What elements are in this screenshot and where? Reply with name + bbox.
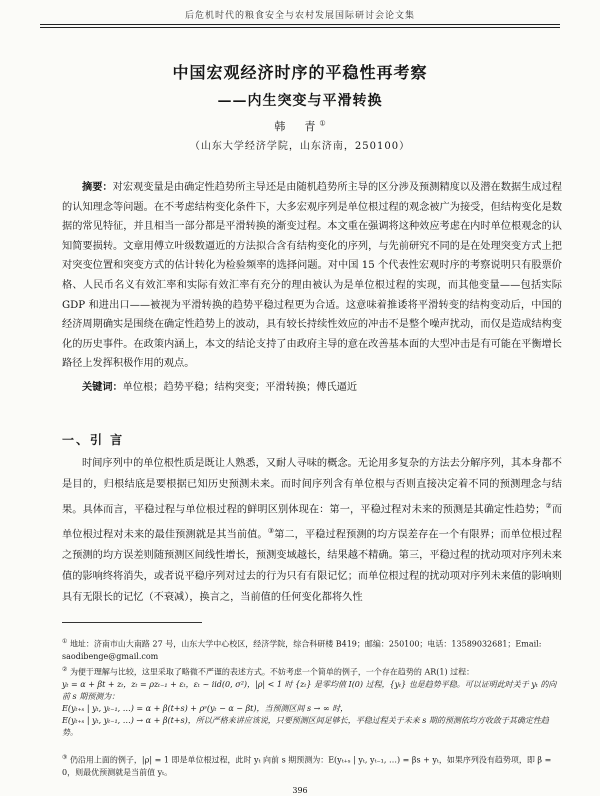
footnote-1-text: 地址：济南市山大南路 27 号，山东大学中心校区，经济学院，综合科研楼 B419；邮编：250100；电话：13589032681；Email: saodibenge@gmail.com	[62, 639, 542, 661]
footnote-1	[62, 636, 562, 663]
footnote-2	[62, 664, 562, 739]
body-text-c: 第二，平稳过程预测的均方误差存在一个有限界；而单位根过程之预测的均方误差则随预测区间线性增长，预测变域越长，结果越不精确。第三，平稳过程的扰动项对序列未来值的影响终将消失，或者说平稳序列对过去的行为只有有限记忆；而单位根过程的扰动项对序列未来值的影响则具有无限长的记忆（不衰减），换言之，当前值的任何变化都将久性	[62, 529, 562, 603]
footnote-3-mark: ③	[62, 754, 68, 761]
paper-subtitle: ——内生突变与平滑转换	[217, 93, 383, 109]
keywords	[82, 378, 357, 393]
author-affiliation: （山东大学经济学院，山东济南，250100）	[189, 141, 411, 152]
footnote-2-text: 为便于理解与比较，这里采取了略微不严谨的表述方式。不妨考虑一个简单的例子，一个存在趋势的 AR(1) 过程：	[69, 667, 475, 677]
footnote-2-equation-3: E(yₜ₊ₛ | yₜ, yₜ₋₁, …) → α + β(t+s)，所以严格来讲应该说，只要预测区间足够长，平稳过程关于未来 s 期的预测依均方收敛于其确定性趋势。	[62, 715, 549, 737]
page-number: 396	[292, 786, 308, 795]
footnote-2-mark: ②	[62, 666, 68, 673]
keywords-text: 单位根；趋势平稳；结构突变；平滑转换；傅氏逼近	[122, 382, 358, 393]
keywords-label: 关键词：	[82, 382, 123, 393]
footnote-3-text: 仍沿用上面的例子，|ρ| = 1 即是单位根过程，此时 yₜ 向前 s 期预测为：E(yₜ₊ₛ | yₜ, yₜ₋₁, …) = βs + yₜ，如果序列没有趋势项，即 β = 0，则最优预测就是当前值 yₜ。	[62, 755, 552, 777]
footnote-2-equation-2: E(yₜ₊ₛ | yₜ, yₜ₋₁, …) = α + β(t+s) + ρˢ(yₜ − α − βt)，当预测区间 s → ∞ 时，	[62, 703, 349, 713]
footnote-ref-2: ②	[545, 501, 552, 510]
section-heading: 一、引 言	[62, 433, 125, 447]
abstract	[62, 178, 562, 374]
header-rule-2	[40, 27, 560, 28]
paper-title: 中国宏观经济时序的平稳性再考察	[172, 63, 428, 82]
body-text-b: 而单位根过程对未来的最佳预测就是其当前值。	[62, 503, 563, 541]
author-footnote-mark: ①	[319, 119, 326, 128]
footnote-rule	[62, 622, 202, 623]
footnote-1-mark: ①	[62, 638, 68, 645]
author-name	[0, 118, 600, 134]
footnote-3	[62, 752, 562, 779]
footnote-2-equation-1: yₜ = α + βt + zₜ，zₜ = ρzₜ₋₁ + εₜ，εₜ ~ iid(0, σ²)，|ρ| < 1 时 {zₜ} 是零均值 I(0) 过程，{yₜ} 也是趋势平稳。可以证明此时关于 yₜ 的向前 s 期预测为：	[62, 679, 557, 701]
body-text-a: 时间序列中的单位根性质是既让人熟悉，又耐人寻味的概念。无论用多复杂的方法去分解序列，其本身都不是目的，归根结底是要根据已知历史预测未来。而时间序列含有单位根与否则直接决定着不同的预测理念与结果。具体而言，平稳过程与单位根过程的鲜明区别体现在：第一，平稳过程对未来的预测是其确定性趋势；	[62, 458, 562, 515]
abstract-label: 摘要：	[82, 182, 113, 193]
footnote-ref-3: ③	[267, 526, 275, 535]
abstract-text: 对宏观变量是由确定性趋势所主导还是由随机趋势所主导的区分涉及预测精度以及潜在数据生成过程的认知理念等问题。在不考虑结构变化条件下，大多宏观序列是单位根过程的观念被广为接受，但结构变化是数据的常见特征，并且相当一部分都是平滑转换的渐变过程。本文重在强调将这种效应考虑在内时单位根观念的认知简要损转。文章用傅立叶级数逼近的方法拟合含有结构变化的序列，与先前研究不同的是在处理突变方式上把对突变位置和突变方式的估计转化为检验频率的选择问题。对中国 15 个代表性宏观时序的考察说明只有股票价格、人民币名义有效汇率和实际有效汇率有充分的理由被认为是单位根过程的实现，而其他变量——包括实际 GDP 和进出口——被视为平滑转换的趋势平稳过程更为合适。这意味着推诿将平滑转变的结构变动后，中国的经济周期确实是围绕在确定性趋势上的波动，具有较长持续性效应的冲击不是整个噪声扰动，而仅是造成结构变化的历史事件。在政策内涵上，本文的结论支持了由政府主导的意在改善基本面的大型冲击是有可能在平衡增长路径上发挥积极作用的观点。	[62, 182, 562, 370]
author-name-text: 韩 青	[274, 120, 320, 133]
header-rule	[40, 24, 560, 25]
running-header: 后危机时代的粮食安全与农村发展国际研讨会论文集	[184, 11, 415, 21]
section-body	[62, 454, 562, 608]
